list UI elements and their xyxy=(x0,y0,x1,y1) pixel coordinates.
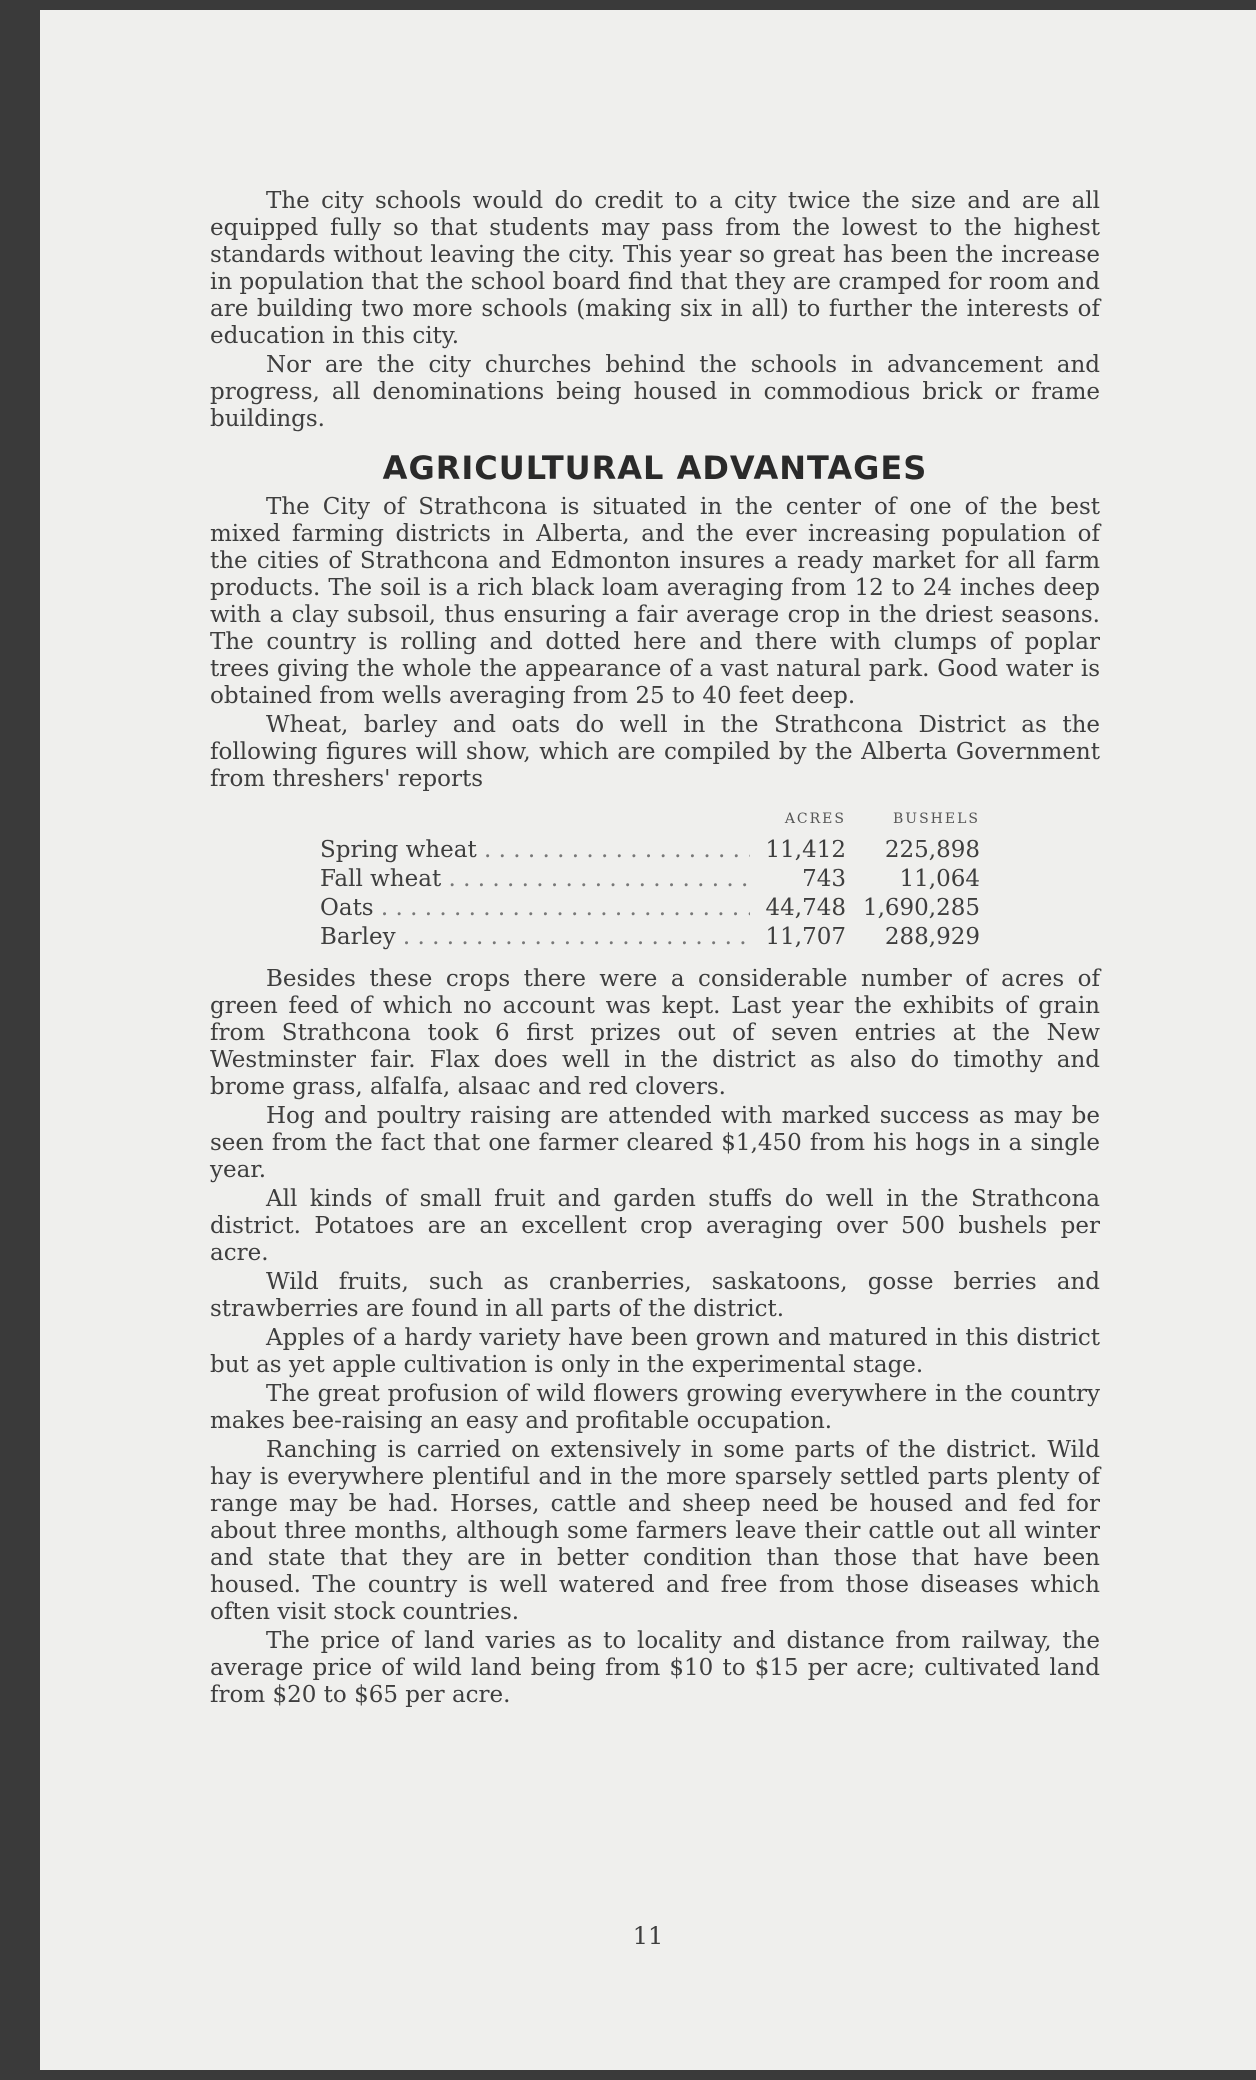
crop-name: Spring wheat . . . xyxy=(320,836,750,865)
crop-acres: 11,412 xyxy=(765,837,846,863)
crop-acres: 44,748 xyxy=(765,895,846,921)
paragraph-churches: Nor are the city churches behind the schools in advancement and progress, all denominations being housed in commodious brick or frame buildings. xyxy=(210,352,1100,432)
crop-name: Oats . . . xyxy=(320,894,750,923)
paragraph-wild-fruits: Wild fruits, such as cranberries, saskatoons, gosse berries and strawberries are found in all parts of the district. xyxy=(210,1269,1100,1322)
page-content xyxy=(210,188,1100,1709)
paragraph-other-crops: Besides these crops there were a considerable number of acres of green feed of which no account was kept. Last year the exhibits of grain from Strathcona took 6 first prizes out of seven entries at the New Westminster fair. Flax does well in the district as also do timothy and brome grass, alfalfa, alsaac and red clovers. xyxy=(210,966,1100,1100)
page-number: 11 xyxy=(632,1922,664,1950)
crop-acres: 743 xyxy=(802,866,846,892)
crops-table xyxy=(320,805,980,952)
paragraph-apples: Apples of a hardy variety have been grown and matured in this district but as yet apple cultivation is only in the experimental stage. xyxy=(210,1325,1100,1378)
crops-table-header xyxy=(320,805,980,834)
paragraph-ranching: Ranching is carried on extensively in some parts of the district. Wild hay is everywhere plentiful and in the more sparsely settled parts plenty of range may be had. Horses, cattle and sheep need be housed and fed for about three months, although some farmers leave their cattle out all winter and state that they are in better condition than those that have been housed. The country is well watered and free from those diseases which often visit stock countries. xyxy=(210,1437,1100,1625)
table-row xyxy=(320,836,980,865)
header-acres: ACRES xyxy=(784,811,846,827)
crop-bushels: 288,929 xyxy=(884,924,980,950)
crop-bushels: 11,064 xyxy=(899,866,980,892)
paragraph-schools: The city schools would do credit to a city twice the size and are all equipped fully so that students may pass from the lowest to the highest standards without leaving the city. This year so great has been the increase in population that the school board find that they are cramped for room and are building two more schools (making six in all) to further the interests of education in this city. xyxy=(210,188,1100,349)
crop-acres: 11,707 xyxy=(765,924,846,950)
table-row xyxy=(320,923,980,952)
table-row xyxy=(320,865,980,894)
paragraph-hog-poultry: Hog and poultry raising are attended with marked success as may be seen from the fact that one farmer cleared $1,450 from his hogs in a single year. xyxy=(210,1103,1100,1183)
paragraph-small-fruit: All kinds of small fruit and garden stuffs do well in the Strathcona district. Potatoes are an excellent crop averaging over 500 bushels per acre. xyxy=(210,1186,1100,1266)
crop-bushels: 225,898 xyxy=(884,837,980,863)
paragraph-land-price: The price of land varies as to locality and distance from railway, the average price of wild land being from $10 to $15 per acre; cultivated land from $20 to $65 per acre. xyxy=(210,1628,1100,1708)
crop-name: Barley . . . xyxy=(320,923,750,952)
header-bushels: BUSHELS xyxy=(893,811,980,827)
section-heading: AGRICULTURAL ADVANTAGES xyxy=(382,449,928,487)
crop-bushels: 1,690,285 xyxy=(862,895,980,921)
paragraph-bee-raising: The great profusion of wild flowers growing everywhere in the country makes bee-raising an easy and profitable occupation. xyxy=(210,1381,1100,1434)
paragraph-location: The City of Strathcona is situated in the center of one of the best mixed farming districts in Alberta, and the ever increasing population of the cities of Strathcona and Edmonton insures a ready market for all farm products. The soil is a rich black loam averaging from 12 to 24 inches deep with a clay subsoil, thus ensuring a fair average crop in the driest seasons. The country is rolling and dotted here and there with clumps of poplar trees giving the whole the appearance of a vast natural park. Good water is obtained from wells averaging from 25 to 40 feet deep. xyxy=(210,494,1100,709)
crop-name: Fall wheat . . . xyxy=(320,865,750,894)
paragraph-crops-intro: Wheat, barley and oats do well in the Strathcona District as the following figures will show, which are compiled by the Alberta Government from threshers' reports xyxy=(210,712,1100,792)
table-row xyxy=(320,894,980,923)
